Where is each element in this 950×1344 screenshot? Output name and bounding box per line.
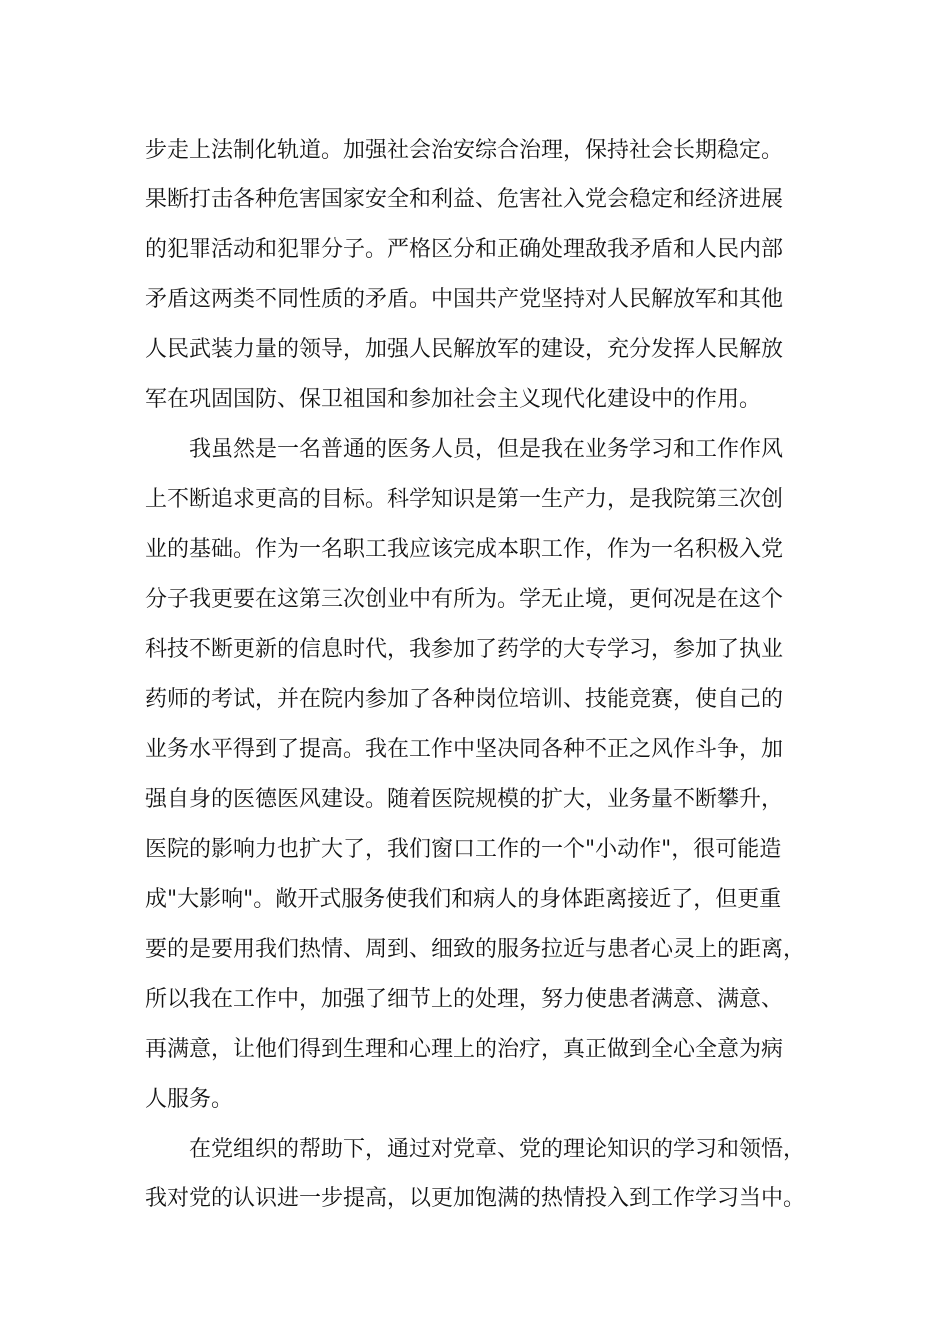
text-line: 果断打击各种危害国家安全和利益、危害社入党会稳定和经济进展	[145, 187, 784, 212]
text-line: 强自身的医德医风建设。随着医院规模的扩大，业务量不断攀升，	[145, 787, 784, 812]
text-line: 人服务。	[145, 1087, 234, 1112]
text-line: 军在巩固国防、保卫祖国和参加社会主义现代化建设中的作用。	[145, 387, 762, 412]
text-line: 成"大影响"。敞开式服务使我们和病人的身体距离接近了，但更重	[145, 887, 782, 912]
text-line: 再满意，让他们得到生理和心理上的治疗，真正做到全心全意为病	[145, 1037, 784, 1062]
text-line: 所以我在工作中，加强了细节上的处理，努力使患者满意、满意、	[145, 987, 784, 1012]
text-line: 业的基础。作为一名职工我应该完成本职工作，作为一名积极入党	[145, 537, 784, 562]
text-line: 分子我更要在这第三次创业中有所为。学无止境，更何况是在这个	[145, 587, 784, 612]
text-line: 人民武装力量的领导，加强人民解放军的建设，充分发挥人民解放	[145, 337, 784, 362]
text-line: 矛盾这两类不同性质的矛盾。中国共产党坚持对人民解放军和其他	[145, 287, 784, 312]
text-line: 要的是要用我们热情、周到、细致的服务拉近与患者心灵上的距离，	[145, 937, 806, 962]
text-line: 上不断追求更高的目标。科学知识是第一生产力，是我院第三次创	[145, 487, 784, 512]
text-line: 的犯罪活动和犯罪分子。严格区分和正确处理敌我矛盾和人民内部	[145, 237, 784, 262]
text-line: 药师的考试，并在院内参加了各种岗位培训、技能竞赛，使自己的	[145, 687, 784, 712]
text-line: 医院的影响力也扩大了，我们窗口工作的一个"小动作"，很可能造	[145, 837, 782, 862]
text-line: 业务水平得到了提高。我在工作中坚决同各种不正之风作斗争，加	[145, 737, 784, 762]
text-line: 科技不断更新的信息时代，我参加了药学的大专学习，参加了执业	[145, 637, 784, 662]
text-line: 步走上法制化轨道。加强社会治安综合治理，保持社会长期稳定。	[145, 138, 784, 163]
text-line: 我虽然是一名普通的医务人员，但是我在业务学习和工作作风	[189, 437, 784, 462]
text-line: 在党组织的帮助下，通过对党章、党的理论知识的学习和领悟，	[189, 1137, 806, 1162]
text-line: 我对党的认识进一步提高，以更加饱满的热情投入到工作学习当中。	[145, 1186, 806, 1211]
